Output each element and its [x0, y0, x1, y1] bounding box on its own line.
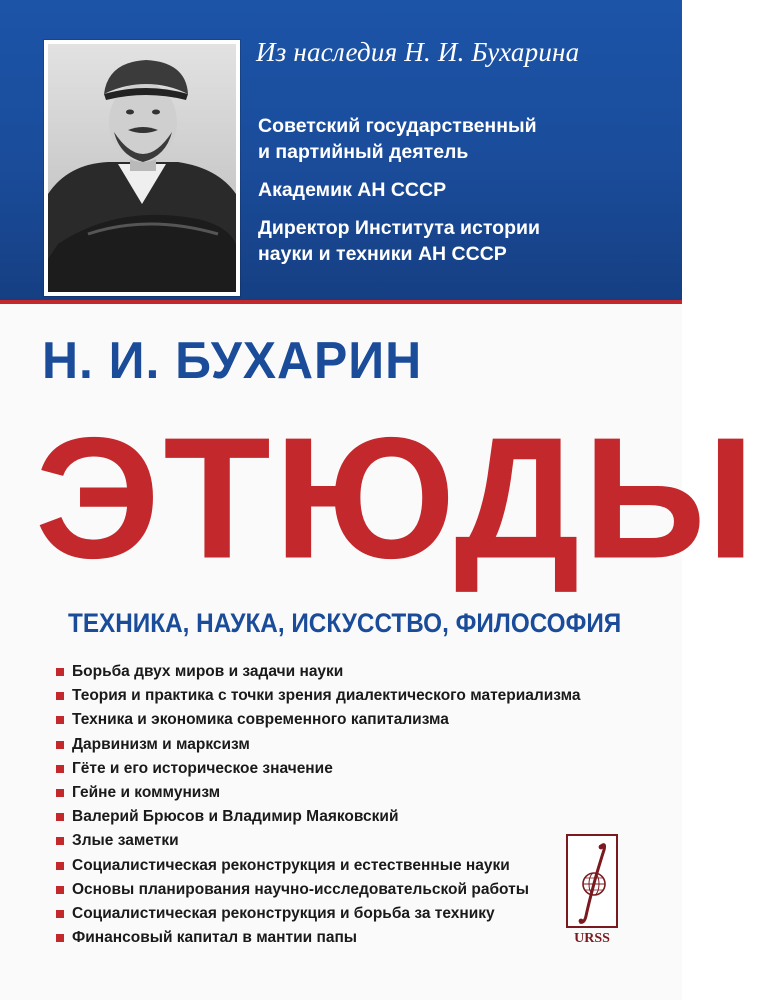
list-item-label: Валерий Брюсов и Владимир Маяковский — [72, 808, 399, 826]
list-item — [56, 781, 626, 805]
author-roles — [258, 113, 668, 279]
list-item — [56, 854, 626, 878]
role-director — [258, 215, 668, 267]
bullet-square-icon — [56, 886, 64, 894]
list-item — [56, 733, 626, 757]
author-portrait-photo — [48, 44, 236, 292]
portrait-photo-icon — [48, 44, 236, 292]
contents-list — [56, 660, 626, 950]
list-item-label: Борьба двух миров и задачи науки — [72, 663, 344, 680]
list-item — [56, 757, 626, 781]
bullet-square-icon — [56, 668, 64, 676]
series-title: Из наследия Н. И. Бухарина — [256, 37, 580, 67]
role-academician — [258, 177, 668, 203]
list-item — [56, 660, 626, 684]
role-line: Директор Института истории — [258, 217, 540, 239]
role-line: Советский государственный — [258, 115, 537, 137]
publisher-logo — [566, 834, 620, 950]
bullet-square-icon — [56, 862, 64, 870]
list-item — [56, 902, 626, 926]
list-item — [56, 829, 626, 853]
list-item-label: Гёте и его историческое значение — [72, 759, 333, 777]
urss-integral-globe-logo-icon — [568, 836, 620, 930]
publisher-emblem — [566, 834, 618, 928]
list-item-label: Гейне и коммунизм — [72, 784, 221, 802]
list-item-label: Теория и практика с точки зрения диалектического материализма — [72, 687, 581, 705]
list-item-label: Социалистическая реконструкция и естественные науки — [72, 856, 510, 874]
list-item-label: Социалистическая реконструкция и борьба за технику — [72, 905, 495, 923]
bullet-square-icon — [56, 813, 64, 821]
role-line: науки и техники АН СССР — [258, 243, 507, 265]
red-divider — [0, 300, 682, 304]
bullet-square-icon — [56, 789, 64, 797]
bullet-square-icon — [56, 716, 64, 724]
list-item — [56, 708, 626, 732]
author-portrait-frame — [44, 40, 240, 296]
list-item-label: Злые заметки — [72, 832, 179, 850]
bullet-square-icon — [56, 765, 64, 773]
list-item — [56, 684, 626, 708]
list-item — [56, 926, 626, 950]
role-line: Академик АН СССР — [258, 179, 447, 201]
list-item — [56, 878, 626, 902]
role-statesman — [258, 113, 668, 165]
bullet-square-icon — [56, 934, 64, 942]
role-line: и партийный деятель — [258, 141, 469, 163]
publisher-name: URSS — [574, 931, 610, 946]
bullet-square-icon — [56, 692, 64, 700]
bullet-square-icon — [56, 910, 64, 918]
author-name: Н. И. БУХАРИН — [42, 332, 423, 390]
top-blue-band — [0, 0, 682, 300]
book-subtitle: ТЕХНИКА, НАУКА, ИСКУССТВО, ФИЛОСОФИЯ — [68, 608, 622, 638]
list-item-label: Дарвинизм и марксизм — [72, 735, 250, 753]
book-title: ЭТЮДЫ — [35, 402, 758, 595]
bullet-square-icon — [56, 837, 64, 845]
list-item — [56, 805, 626, 829]
list-item-label: Техника и экономика современного капитализма — [72, 711, 449, 729]
list-item-label: Финансовый капитал в мантии папы — [72, 929, 358, 947]
list-item-label: Основы планирования научно-исследовательской работы — [72, 880, 529, 898]
bullet-square-icon — [56, 741, 64, 749]
